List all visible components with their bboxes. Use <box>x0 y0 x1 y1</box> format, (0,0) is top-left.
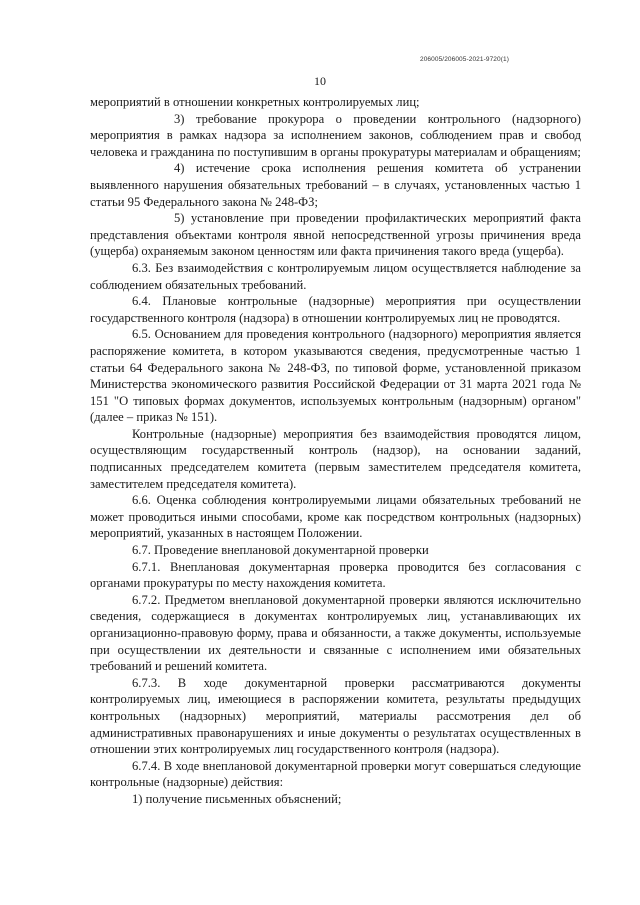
paragraph <box>90 542 581 559</box>
paragraph <box>90 426 581 492</box>
paragraph-number: 4) <box>174 161 185 176</box>
paragraph-number: 6.7. <box>132 543 151 558</box>
paragraph <box>90 260 581 293</box>
paragraph-number: 6.5. <box>132 327 151 342</box>
page-number: 10 <box>314 74 326 88</box>
paragraph-number: 6.7.2. <box>132 592 161 607</box>
paragraph <box>90 492 581 542</box>
paragraph <box>90 160 581 210</box>
paragraph-number: 6.3. <box>132 260 151 275</box>
paragraph-number: 1) <box>132 791 143 806</box>
paragraph <box>90 592 581 675</box>
paragraph-number: 3) <box>174 111 185 126</box>
paragraph <box>90 326 581 426</box>
paragraph-number: 6.7.3. <box>132 675 161 690</box>
paragraph-text: Без взаимодействия с контролируемым лицом осуществляется наблюдение за соблюдением обязательных требований. <box>90 260 581 292</box>
paragraph <box>90 675 581 758</box>
paragraph-text: Плановые контрольные (надзорные) мероприятия при осуществлении государственного контроля (надзора) в отношении контролируемых лиц не проводятся. <box>90 294 581 325</box>
paragraph-text: В ходе внеплановой документарной проверки могут совершаться следующие контрольные (надзорные) действия: <box>90 758 581 790</box>
paragraph-text: Контрольные (надзорные) мероприятия без взаимодействия проводятся лицом, осуществляющим государственный контроль (надзор), на основании заданий, подписанных председателем комитета (первым заместителем председателя комитета, заместителем председателя комитета). <box>90 426 581 491</box>
paragraph <box>90 293 581 326</box>
paragraph-text: Оценка соблюдения контролируемыми лицами обязательных требований не может проводиться иными способами, кроме как посредством контрольных (надзорных) мероприятий, указанных в настоящем Положении. <box>90 493 581 541</box>
paragraph <box>90 210 581 260</box>
paragraph-number: 6.6. <box>132 493 151 508</box>
paragraph-text: установление при проведении профилактических мероприятий факта представления объектами контроля явной непосредственной угрозы причинения вреда (ущерба) охраняемым законом ценностям или факта причинения такого вреда (ущерба). <box>90 211 581 259</box>
document-id: 206005/206005-2021-9720(1) <box>420 56 509 63</box>
paragraph <box>90 94 581 111</box>
paragraph-text: мероприятий в отношении конкретных контролируемых лиц; <box>90 95 420 109</box>
paragraph-text: получение письменных объяснений; <box>145 791 342 806</box>
paragraph-text: Основанием для проведения контрольного (надзорного) мероприятия является распоряжение комитета, в котором указываются сведения, предусмотренные частью 1 статьи 64 Федерального закона № 248-ФЗ, по типовой форме, установленной приказом Министерства экономического развития Российской Федерации от 31 марта 2021 года № 151 "О типовых формах документов, используемых контрольным (надзорным) органом" (далее – приказ № 151). <box>90 327 581 425</box>
paragraph-number: 6.7.4. <box>132 758 161 773</box>
paragraph <box>90 111 581 161</box>
paragraph <box>90 758 581 791</box>
paragraph-number: 5) <box>174 211 185 226</box>
paragraph-text: требование прокурора о проведении контрольного (надзорного) мероприятия в рамках надзора за исполнением законов, соблюдением прав и свобод человека и гражданина по поступившим в органы прокуратуры материалам и обращениям; <box>90 111 581 159</box>
paragraph-text: Внеплановая документарная проверка проводится без согласования с органами прокуратуры по месту нахождения комитета. <box>90 559 581 591</box>
paragraph <box>90 559 581 592</box>
paragraph-number: 6.4. <box>132 294 151 309</box>
paragraph <box>90 791 581 808</box>
paragraph-text: истечение срока исполнения решения комитета об устранении выявленного нарушения обязательных требований – в случаях, установленных частью 1 статьи 95 Федерального закона № 248-ФЗ; <box>90 161 581 209</box>
paragraph-number: 6.7.1. <box>132 559 161 574</box>
paragraph-text: В ходе документарной проверки рассматриваются документы контролируемых лиц, имеющиеся в распоряжении комитета, результаты предыдущих контрольных (надзорных) мероприятий, материалы рассмотрения дел об административных правонарушениях и иные документы о результатах осуществленных в отношении этих контролируемых лиц государственного контроля (надзора). <box>90 675 581 757</box>
paragraph-text: Проведение внеплановой документарной проверки <box>154 543 429 558</box>
document-body <box>90 94 581 808</box>
paragraph-text: Предметом внеплановой документарной проверки являются исключительно сведения, содержащиеся в документах контролируемых лиц, устанавливающих их организационно-правовую форму, права и обязанности, а также документы, используемые при осуществлении их деятельности и связанные с исполнением ими обязательных требований и решений комитета. <box>90 592 581 674</box>
